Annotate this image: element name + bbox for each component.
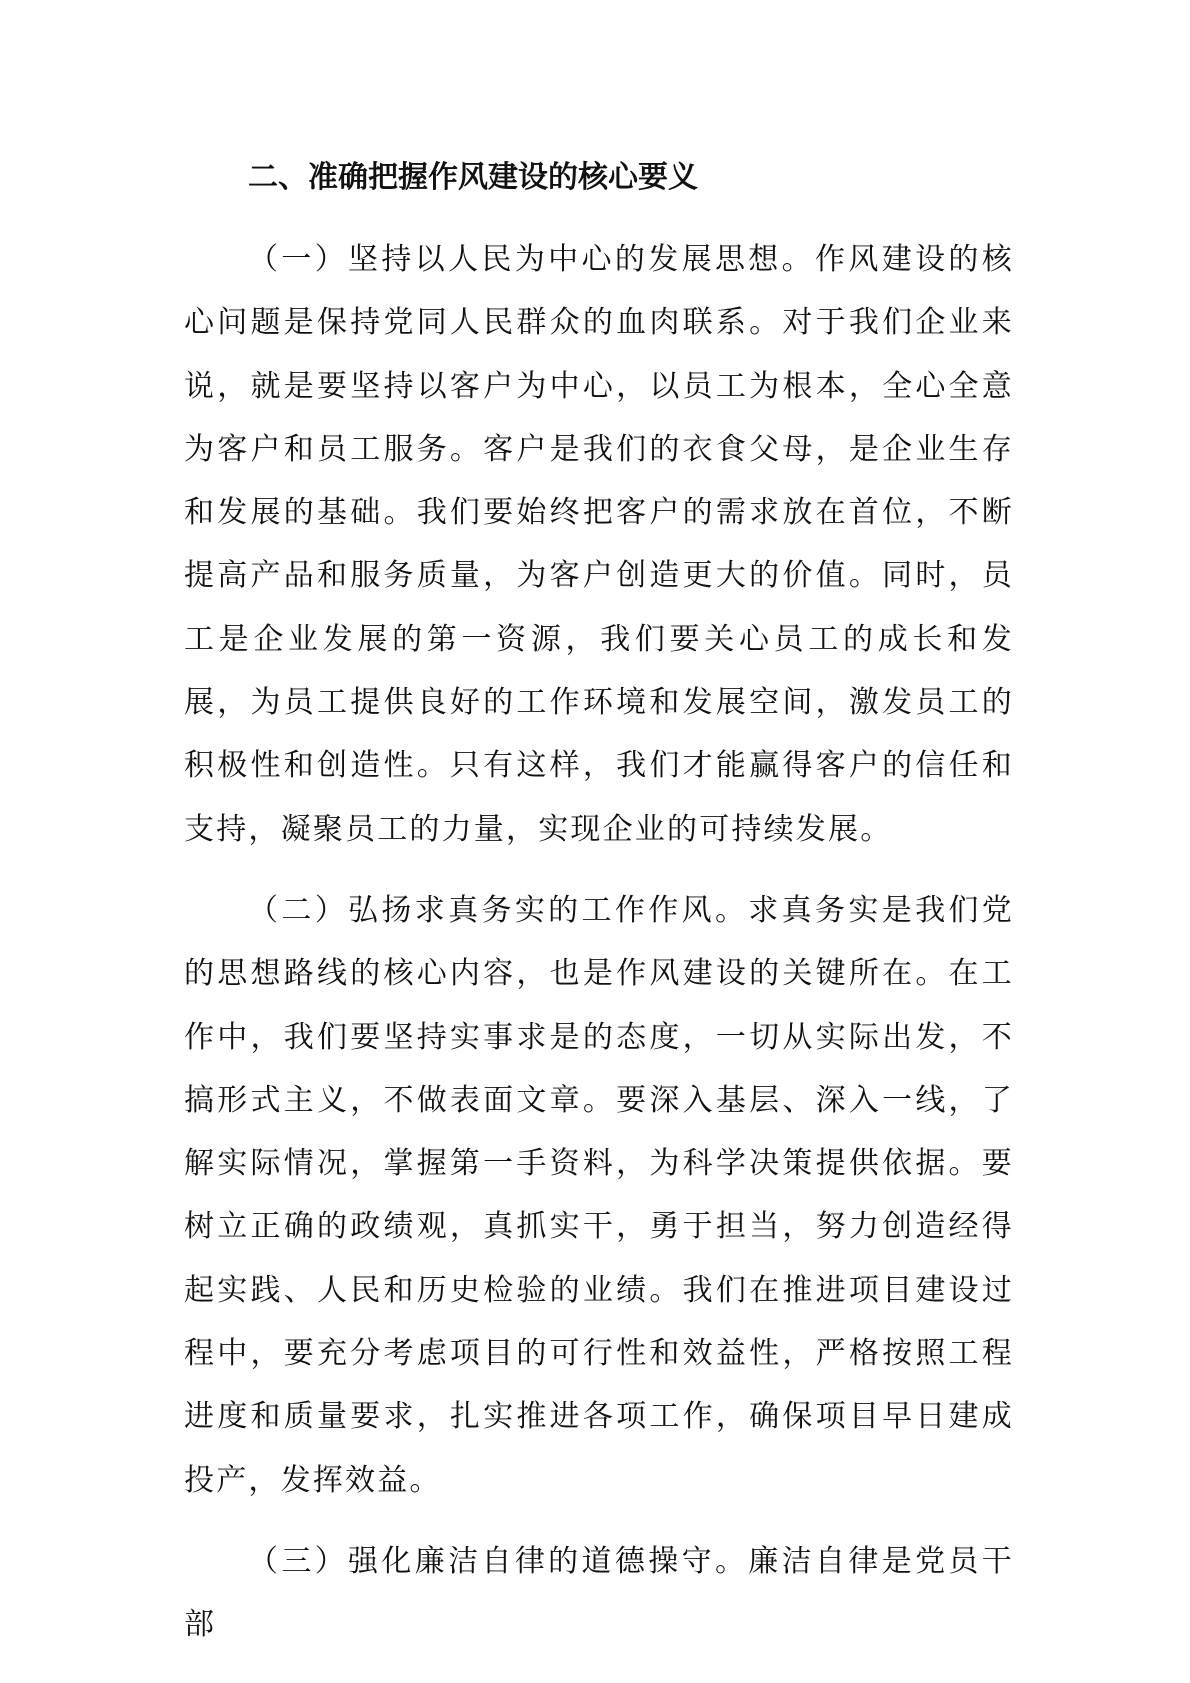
paragraph-1: （一）坚持以人民为中心的发展思想。作风建设的核心问题是保持党同人民群众的血肉联系。对于我们企业来说，就是要坚持以客户为中心，以员工为根本，全心全意为客户和员工服务。客户是我们的衣食父母，是企业生存和发展的基础。我们要始终把客户的需求放在首位，不断提高产品和服务质量，为客户创造更大的价值。同时，员工是企业发展的第一资源，我们要关心员工的成长和发展，为员工提供良好的工作环境和发展空间，激发员工的积极性和创造性。只有这样，我们才能赢得客户的信任和支持，凝聚员工的力量，实现企业的可持续发展。 [184, 242, 1014, 847]
paragraph-2: （二）弘扬求真务实的工作作风。求真务实是我们党的思想路线的核心内容，也是作风建设的关键所在。在工作中，我们要坚持实事求是的态度，一切从实际出发，不搞形式主义，不做表面文章。要深入基层、深入一线，了解实际情况，掌握第一手资料，为科学决策提供依据。要树立正确的政绩观，真抓实干，勇于担当，努力创造经得起实践、人民和历史检验的业绩。我们在推进项目建设过程中，要充分考虑项目的可行性和效益性，严格按照工程进度和质量要求，扎实推进各项工作，确保项目早日建成投产，发挥效益。 [184, 892, 1014, 1498]
section-heading: 二、准确把握作风建设的核心要义 [248, 160, 698, 195]
spacer [184, 210, 1014, 228]
spacer [184, 861, 1014, 879]
spacer [184, 1512, 1014, 1530]
paragraph-3: （三）强化廉洁自律的道德操守。廉洁自律是党员干部 [184, 1543, 1014, 1643]
document-body [184, 146, 1014, 1657]
